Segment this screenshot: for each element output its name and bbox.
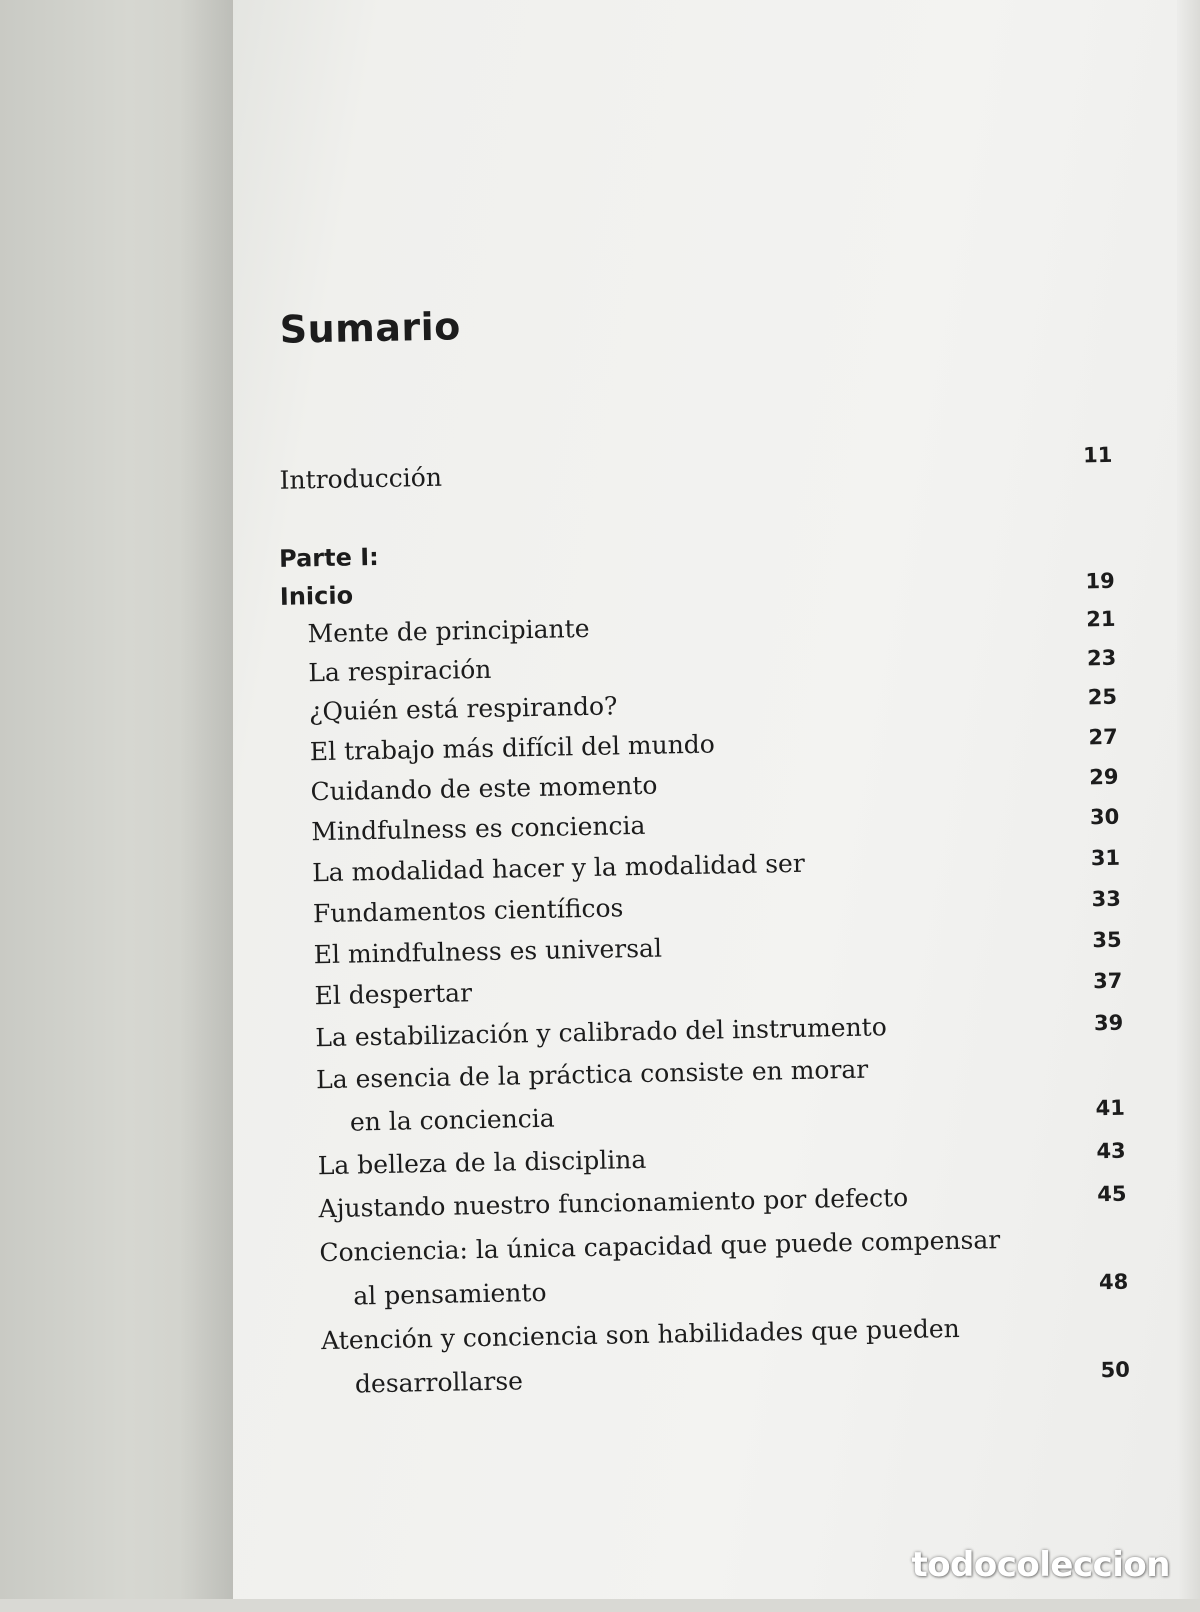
toc-entry-page: 25 <box>1087 684 1118 710</box>
toc-entry-label: Introducción <box>279 462 443 495</box>
toc-entry-label: El despertar <box>314 978 473 1011</box>
toc-entry-page: 29 <box>1089 764 1119 790</box>
toc-entry-page: 48 <box>1098 1269 1129 1295</box>
toc-entry-page: 45 <box>1097 1181 1127 1207</box>
toc-entry-label: Mente de principiante <box>307 613 590 649</box>
toc-entry-label: Fundamentos científicos <box>312 893 624 929</box>
toc-entry-label: El trabajo más difícil del mundo <box>309 729 716 767</box>
toc-entry-page: 33 <box>1091 886 1122 912</box>
toc-entry-page: 19 <box>1085 568 1115 594</box>
toc-entry-page: 11 <box>1082 442 1113 468</box>
toc-entry-page: 50 <box>1100 1357 1131 1383</box>
toc-entry-label: La esencia de la práctica consiste en morar <box>315 1054 869 1095</box>
toc-entry-page: 27 <box>1088 724 1118 750</box>
toc-entry-label: ¿Quién está respirando? <box>308 691 618 727</box>
toc-title: Sumario <box>279 304 462 352</box>
toc-entry-label: La modalidad hacer y la modalidad ser <box>311 848 806 888</box>
toc-entry-label: El mindfulness es universal <box>313 933 663 970</box>
toc-entry-page: 35 <box>1092 927 1122 953</box>
toc-entry-page: 21 <box>1085 606 1116 632</box>
toc-entry-label: en la conciencia <box>349 1103 555 1137</box>
toc-entry-page: 31 <box>1090 845 1121 871</box>
toc-entry-label: La estabilización y calibrado del instrumento <box>315 1012 888 1053</box>
toc-entry-page: 30 <box>1089 804 1120 830</box>
toc-entry-label: Mindfulness es conciencia <box>311 810 646 847</box>
toc-entry-introduccion <box>0 442 1193 507</box>
toc-entry-label: La belleza de la disciplina <box>317 1144 647 1181</box>
watermark-logo: todocoleccion <box>911 1545 1170 1585</box>
toc-part-label: Parte I: <box>278 542 380 573</box>
toc-entry-label: Atención y conciencia son habilidades que pueden <box>320 1313 960 1356</box>
toc-part-title-label: Inicio <box>279 581 354 611</box>
toc-entry-page: 39 <box>1093 1010 1124 1036</box>
toc-entry-label: al pensamiento <box>353 1277 547 1311</box>
toc-entry-label: Conciencia: la única capacidad que puede compensar <box>319 1225 1001 1268</box>
toc-entry-page: 23 <box>1086 645 1117 671</box>
toc-entry-label: Cuidando de este momento <box>310 770 658 807</box>
toc-entry-label: Ajustando nuestro funcionamiento por defecto <box>318 1182 909 1224</box>
toc-entry-page: 43 <box>1096 1138 1126 1164</box>
toc-entry-page: 41 <box>1095 1095 1126 1121</box>
toc-entry-page: 37 <box>1092 968 1123 994</box>
toc-entry-label: La respiración <box>308 654 492 688</box>
toc-entry-label: desarrollarse <box>354 1366 524 1399</box>
